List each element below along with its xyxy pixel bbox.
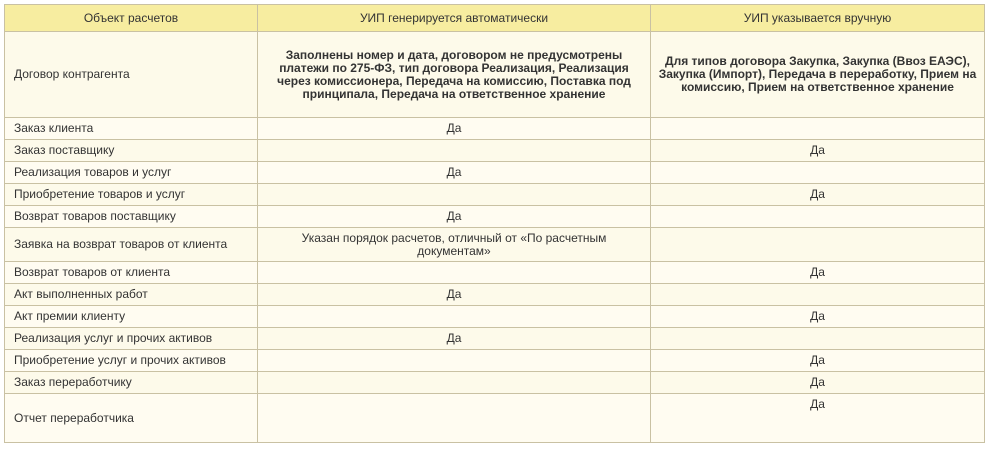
cell-auto: Да bbox=[258, 328, 651, 350]
cell-manual bbox=[651, 328, 985, 350]
cell-object: Договор контрагента bbox=[5, 32, 258, 118]
cell-manual: Да bbox=[651, 140, 985, 162]
cell-auto bbox=[258, 262, 651, 284]
cell-object: Возврат товаров поставщику bbox=[5, 206, 258, 228]
table-row bbox=[5, 328, 985, 350]
cell-auto: Да bbox=[258, 118, 651, 140]
cell-object: Акт выполненных работ bbox=[5, 284, 258, 306]
cell-auto bbox=[258, 394, 651, 443]
cell-manual bbox=[651, 162, 985, 184]
cell-manual: Да bbox=[651, 372, 985, 394]
cell-manual: Да bbox=[651, 350, 985, 372]
cell-auto: Указан порядок расчетов, отличный от «По расчетным документам» bbox=[258, 228, 651, 262]
table-row bbox=[5, 118, 985, 140]
uip-table bbox=[4, 4, 985, 443]
table-row bbox=[5, 284, 985, 306]
table-row bbox=[5, 32, 985, 118]
cell-object: Отчет переработчика bbox=[5, 394, 258, 443]
cell-auto: Заполнены номер и дата, договором не предусмотрены платежи по 275-ФЗ, тип договора Реализация, Реализация через комиссионера, Передача на комиссию, Поставка под принципала, Передача на ответственное хранение bbox=[258, 32, 651, 118]
cell-auto bbox=[258, 140, 651, 162]
cell-auto bbox=[258, 184, 651, 206]
table-row bbox=[5, 162, 985, 184]
cell-auto bbox=[258, 350, 651, 372]
table-row bbox=[5, 184, 985, 206]
cell-object: Приобретение услуг и прочих активов bbox=[5, 350, 258, 372]
cell-object: Реализация услуг и прочих активов bbox=[5, 328, 258, 350]
cell-object: Заказ клиента bbox=[5, 118, 258, 140]
cell-manual: Да bbox=[651, 306, 985, 328]
cell-object: Акт премии клиенту bbox=[5, 306, 258, 328]
cell-manual: Да bbox=[651, 394, 985, 443]
cell-object: Заказ поставщику bbox=[5, 140, 258, 162]
table-row bbox=[5, 140, 985, 162]
cell-auto: Да bbox=[258, 162, 651, 184]
table-row bbox=[5, 372, 985, 394]
cell-manual: Да bbox=[651, 262, 985, 284]
table-row bbox=[5, 228, 985, 262]
cell-auto: Да bbox=[258, 206, 651, 228]
cell-object: Реализация товаров и услуг bbox=[5, 162, 258, 184]
table-row bbox=[5, 394, 985, 443]
cell-manual: Да bbox=[651, 184, 985, 206]
uip-table-container bbox=[4, 4, 985, 443]
cell-manual: Для типов договора Закупка, Закупка (Ввоз ЕАЭС), Закупка (Импорт), Передача в переработку, Прием на комиссию, Прием на ответственное хранение bbox=[651, 32, 985, 118]
cell-manual bbox=[651, 118, 985, 140]
cell-auto bbox=[258, 306, 651, 328]
header-auto: УИП генерируется автоматически bbox=[258, 5, 651, 32]
cell-object: Заявка на возврат товаров от клиента bbox=[5, 228, 258, 262]
cell-auto: Да bbox=[258, 284, 651, 306]
cell-object: Возврат товаров от клиента bbox=[5, 262, 258, 284]
table-header-row bbox=[5, 5, 985, 32]
table-row bbox=[5, 262, 985, 284]
header-manual: УИП указывается вручную bbox=[651, 5, 985, 32]
table-row bbox=[5, 350, 985, 372]
cell-manual bbox=[651, 228, 985, 262]
table-row bbox=[5, 306, 985, 328]
table-row bbox=[5, 206, 985, 228]
cell-auto bbox=[258, 372, 651, 394]
header-object: Объект расчетов bbox=[5, 5, 258, 32]
cell-object: Приобретение товаров и услуг bbox=[5, 184, 258, 206]
cell-manual bbox=[651, 284, 985, 306]
cell-object: Заказ переработчику bbox=[5, 372, 258, 394]
cell-manual bbox=[651, 206, 985, 228]
